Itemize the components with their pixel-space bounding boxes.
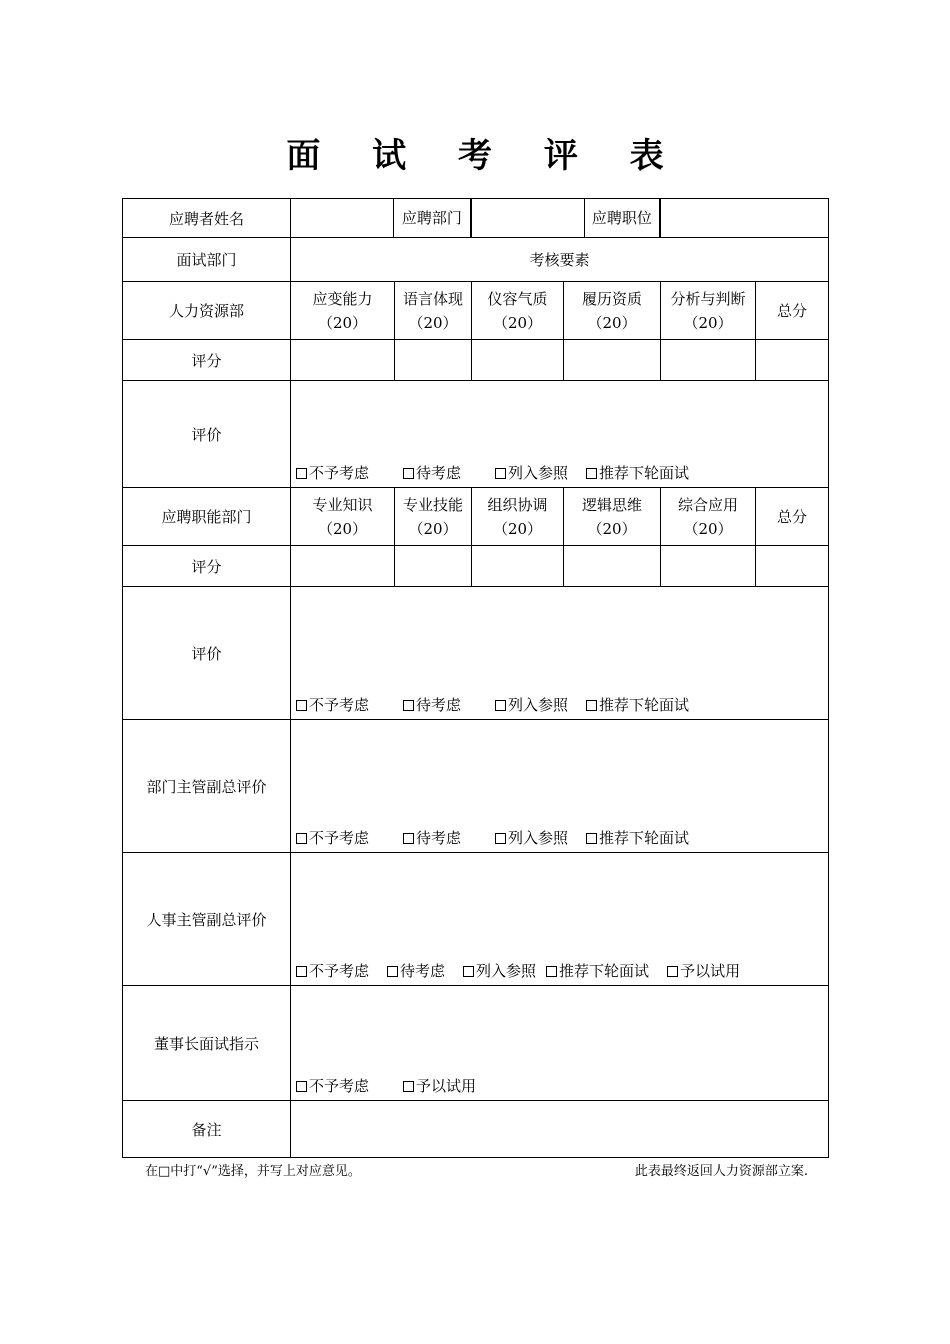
criterion-name: 逻辑思维: [581, 495, 642, 514]
criterion-points: （20）: [492, 519, 543, 538]
func-eval-row: [123, 587, 829, 720]
option-reject[interactable]: 不予考虑: [296, 827, 369, 848]
checkbox-icon[interactable]: [667, 966, 678, 977]
hr-section-label: 人力资源部: [123, 282, 291, 340]
checkbox-icon[interactable]: [546, 966, 557, 977]
func-score-field[interactable]: [395, 546, 472, 587]
func-criterion-3: [472, 488, 564, 546]
hr-vp-field[interactable]: [291, 853, 829, 986]
option-pending[interactable]: 待考虑: [387, 960, 445, 981]
criterion-points: （20）: [683, 519, 733, 538]
dept-vp-field[interactable]: [291, 720, 829, 853]
hr-score-field[interactable]: [661, 340, 756, 381]
applied-position-field[interactable]: [661, 199, 829, 238]
option-next-round[interactable]: 推荐下轮面试: [586, 827, 689, 848]
checkbox-icon[interactable]: [403, 833, 414, 844]
hr-criterion-2: [395, 282, 472, 340]
applied-dept-label: 应聘部门: [394, 199, 471, 237]
option-reference[interactable]: 列入参照: [495, 827, 568, 848]
checkbox-icon[interactable]: [586, 833, 597, 844]
form-title: 面 试 考 评 表: [286, 136, 684, 176]
option-next-round[interactable]: 推荐下轮面试: [546, 960, 649, 981]
func-section-label: 应聘职能部门: [123, 488, 291, 546]
criterion-name: 语言体现: [402, 289, 463, 308]
option-reference[interactable]: 列入参照: [495, 694, 568, 715]
applied-dept-field[interactable]: [472, 199, 585, 237]
remarks-label: 备注: [123, 1101, 291, 1158]
criterion-points: （20）: [587, 519, 637, 538]
checkbox-icon[interactable]: [296, 468, 307, 479]
hr-criterion-5: [661, 282, 756, 340]
option-reject[interactable]: 不予考虑: [296, 1075, 369, 1096]
criterion-name: 应变能力: [312, 289, 373, 308]
func-score-field[interactable]: [564, 546, 661, 587]
dept-vp-options: [296, 827, 689, 848]
func-score-field[interactable]: [472, 546, 564, 587]
func-score-label: 评分: [123, 546, 291, 587]
option-pending[interactable]: 待考虑: [403, 462, 461, 483]
hr-score-field[interactable]: [395, 340, 472, 381]
hr-vp-label: 人事主管副总评价: [123, 853, 291, 986]
checkbox-icon[interactable]: [296, 966, 307, 977]
func-score-field[interactable]: [291, 546, 395, 587]
hr-eval-label: 评价: [123, 381, 291, 488]
criterion-points: （20）: [317, 313, 368, 332]
checkbox-icon[interactable]: [463, 966, 474, 977]
option-reject[interactable]: 不予考虑: [296, 462, 369, 483]
func-criterion-4: [564, 488, 661, 546]
footer-instruction: 在□中打“√”选择，并写上对应意见。: [145, 1164, 361, 1179]
hr-score-field[interactable]: [291, 340, 395, 381]
checkbox-icon[interactable]: [296, 1081, 307, 1092]
chairman-row: [123, 986, 829, 1101]
option-reference[interactable]: 列入参照: [463, 960, 536, 981]
interview-dept-label: 面试部门: [123, 238, 291, 282]
func-eval-options: [296, 694, 689, 715]
chairman-label: 董事长面试指示: [123, 986, 291, 1101]
applicant-info-row: [123, 199, 829, 238]
checkbox-icon[interactable]: [387, 966, 398, 977]
criterion-points: （20）: [492, 313, 543, 332]
hr-score-field[interactable]: [564, 340, 661, 381]
chairman-field[interactable]: [291, 986, 829, 1101]
option-pending[interactable]: 待考虑: [403, 827, 461, 848]
option-trial[interactable]: 予以试用: [667, 960, 740, 981]
criterion-name: 履历资质: [581, 289, 642, 308]
criterion-points: （20）: [587, 313, 637, 332]
checkbox-icon[interactable]: [495, 833, 506, 844]
checkbox-icon[interactable]: [586, 468, 597, 479]
applied-position-cell: [472, 199, 661, 238]
remarks-row: [123, 1101, 829, 1158]
hr-eval-field[interactable]: [291, 381, 829, 488]
evaluation-table: [122, 198, 829, 1158]
hr-score-field[interactable]: [472, 340, 564, 381]
option-next-round[interactable]: 推荐下轮面试: [586, 694, 689, 715]
hr-total-field[interactable]: [756, 340, 829, 381]
checkbox-icon[interactable]: [495, 468, 506, 479]
checkbox-icon[interactable]: [495, 700, 506, 711]
hr-eval-row: [123, 381, 829, 488]
hr-score-label: 评分: [123, 340, 291, 381]
func-eval-field[interactable]: [291, 587, 829, 720]
remarks-field[interactable]: [291, 1101, 829, 1158]
applicant-name-label: 应聘者姓名: [123, 199, 291, 238]
checkbox-icon[interactable]: [586, 700, 597, 711]
checkbox-icon[interactable]: [296, 700, 307, 711]
func-total-label: 总分: [756, 488, 829, 546]
option-pending[interactable]: 待考虑: [403, 694, 461, 715]
hr-total-label: 总分: [756, 282, 829, 340]
checkbox-icon[interactable]: [296, 833, 307, 844]
hr-criterion-4: [564, 282, 661, 340]
interview-dept-row: [123, 238, 829, 282]
func-criteria-row: [123, 488, 829, 546]
option-reference[interactable]: 列入参照: [495, 462, 568, 483]
checkbox-icon[interactable]: [403, 1081, 414, 1092]
hr-vp-row: [123, 853, 829, 986]
hr-criteria-row: [123, 282, 829, 340]
footer-filing-note: 此表最终返回人力资源部立案.: [634, 1164, 808, 1179]
criterion-points: （20）: [683, 313, 733, 332]
func-score-row: [123, 546, 829, 587]
func-criterion-5: [661, 488, 756, 546]
criterion-name: 专业知识: [312, 495, 373, 514]
option-reject[interactable]: 不予考虑: [296, 694, 369, 715]
option-trial[interactable]: 予以试用: [403, 1075, 476, 1096]
checkbox-icon[interactable]: [403, 468, 414, 479]
func-criterion-2: [395, 488, 472, 546]
hr-criterion-3: [472, 282, 564, 340]
applied-position-label: 应聘职位: [585, 199, 660, 237]
applicant-name-field[interactable]: [291, 199, 394, 237]
criterion-name: 组织协调: [487, 495, 548, 514]
checkbox-icon[interactable]: [403, 700, 414, 711]
dept-vp-row: [123, 720, 829, 853]
chairman-options: [296, 1075, 476, 1096]
assessment-elements-label: 考核要素: [291, 238, 829, 282]
criterion-name: 综合应用: [677, 495, 738, 514]
hr-eval-options: [296, 462, 689, 483]
dept-vp-label: 部门主管副总评价: [123, 720, 291, 853]
applicant-info-cell: [291, 199, 472, 238]
criterion-name: 专业技能: [402, 495, 463, 514]
func-criterion-1: [291, 488, 395, 546]
func-score-field[interactable]: [661, 546, 756, 587]
criterion-name: 分析与判断: [670, 289, 746, 308]
hr-vp-options: [296, 960, 740, 981]
criterion-points: （20）: [317, 519, 368, 538]
option-reject[interactable]: 不予考虑: [296, 960, 369, 981]
option-next-round[interactable]: 推荐下轮面试: [586, 462, 689, 483]
criterion-points: （20）: [408, 519, 458, 538]
hr-score-row: [123, 340, 829, 381]
criterion-name: 仪容气质: [487, 289, 548, 308]
criterion-points: （20）: [408, 313, 458, 332]
func-total-field[interactable]: [756, 546, 829, 587]
func-eval-label: 评价: [123, 587, 291, 720]
hr-criterion-1: [291, 282, 395, 340]
